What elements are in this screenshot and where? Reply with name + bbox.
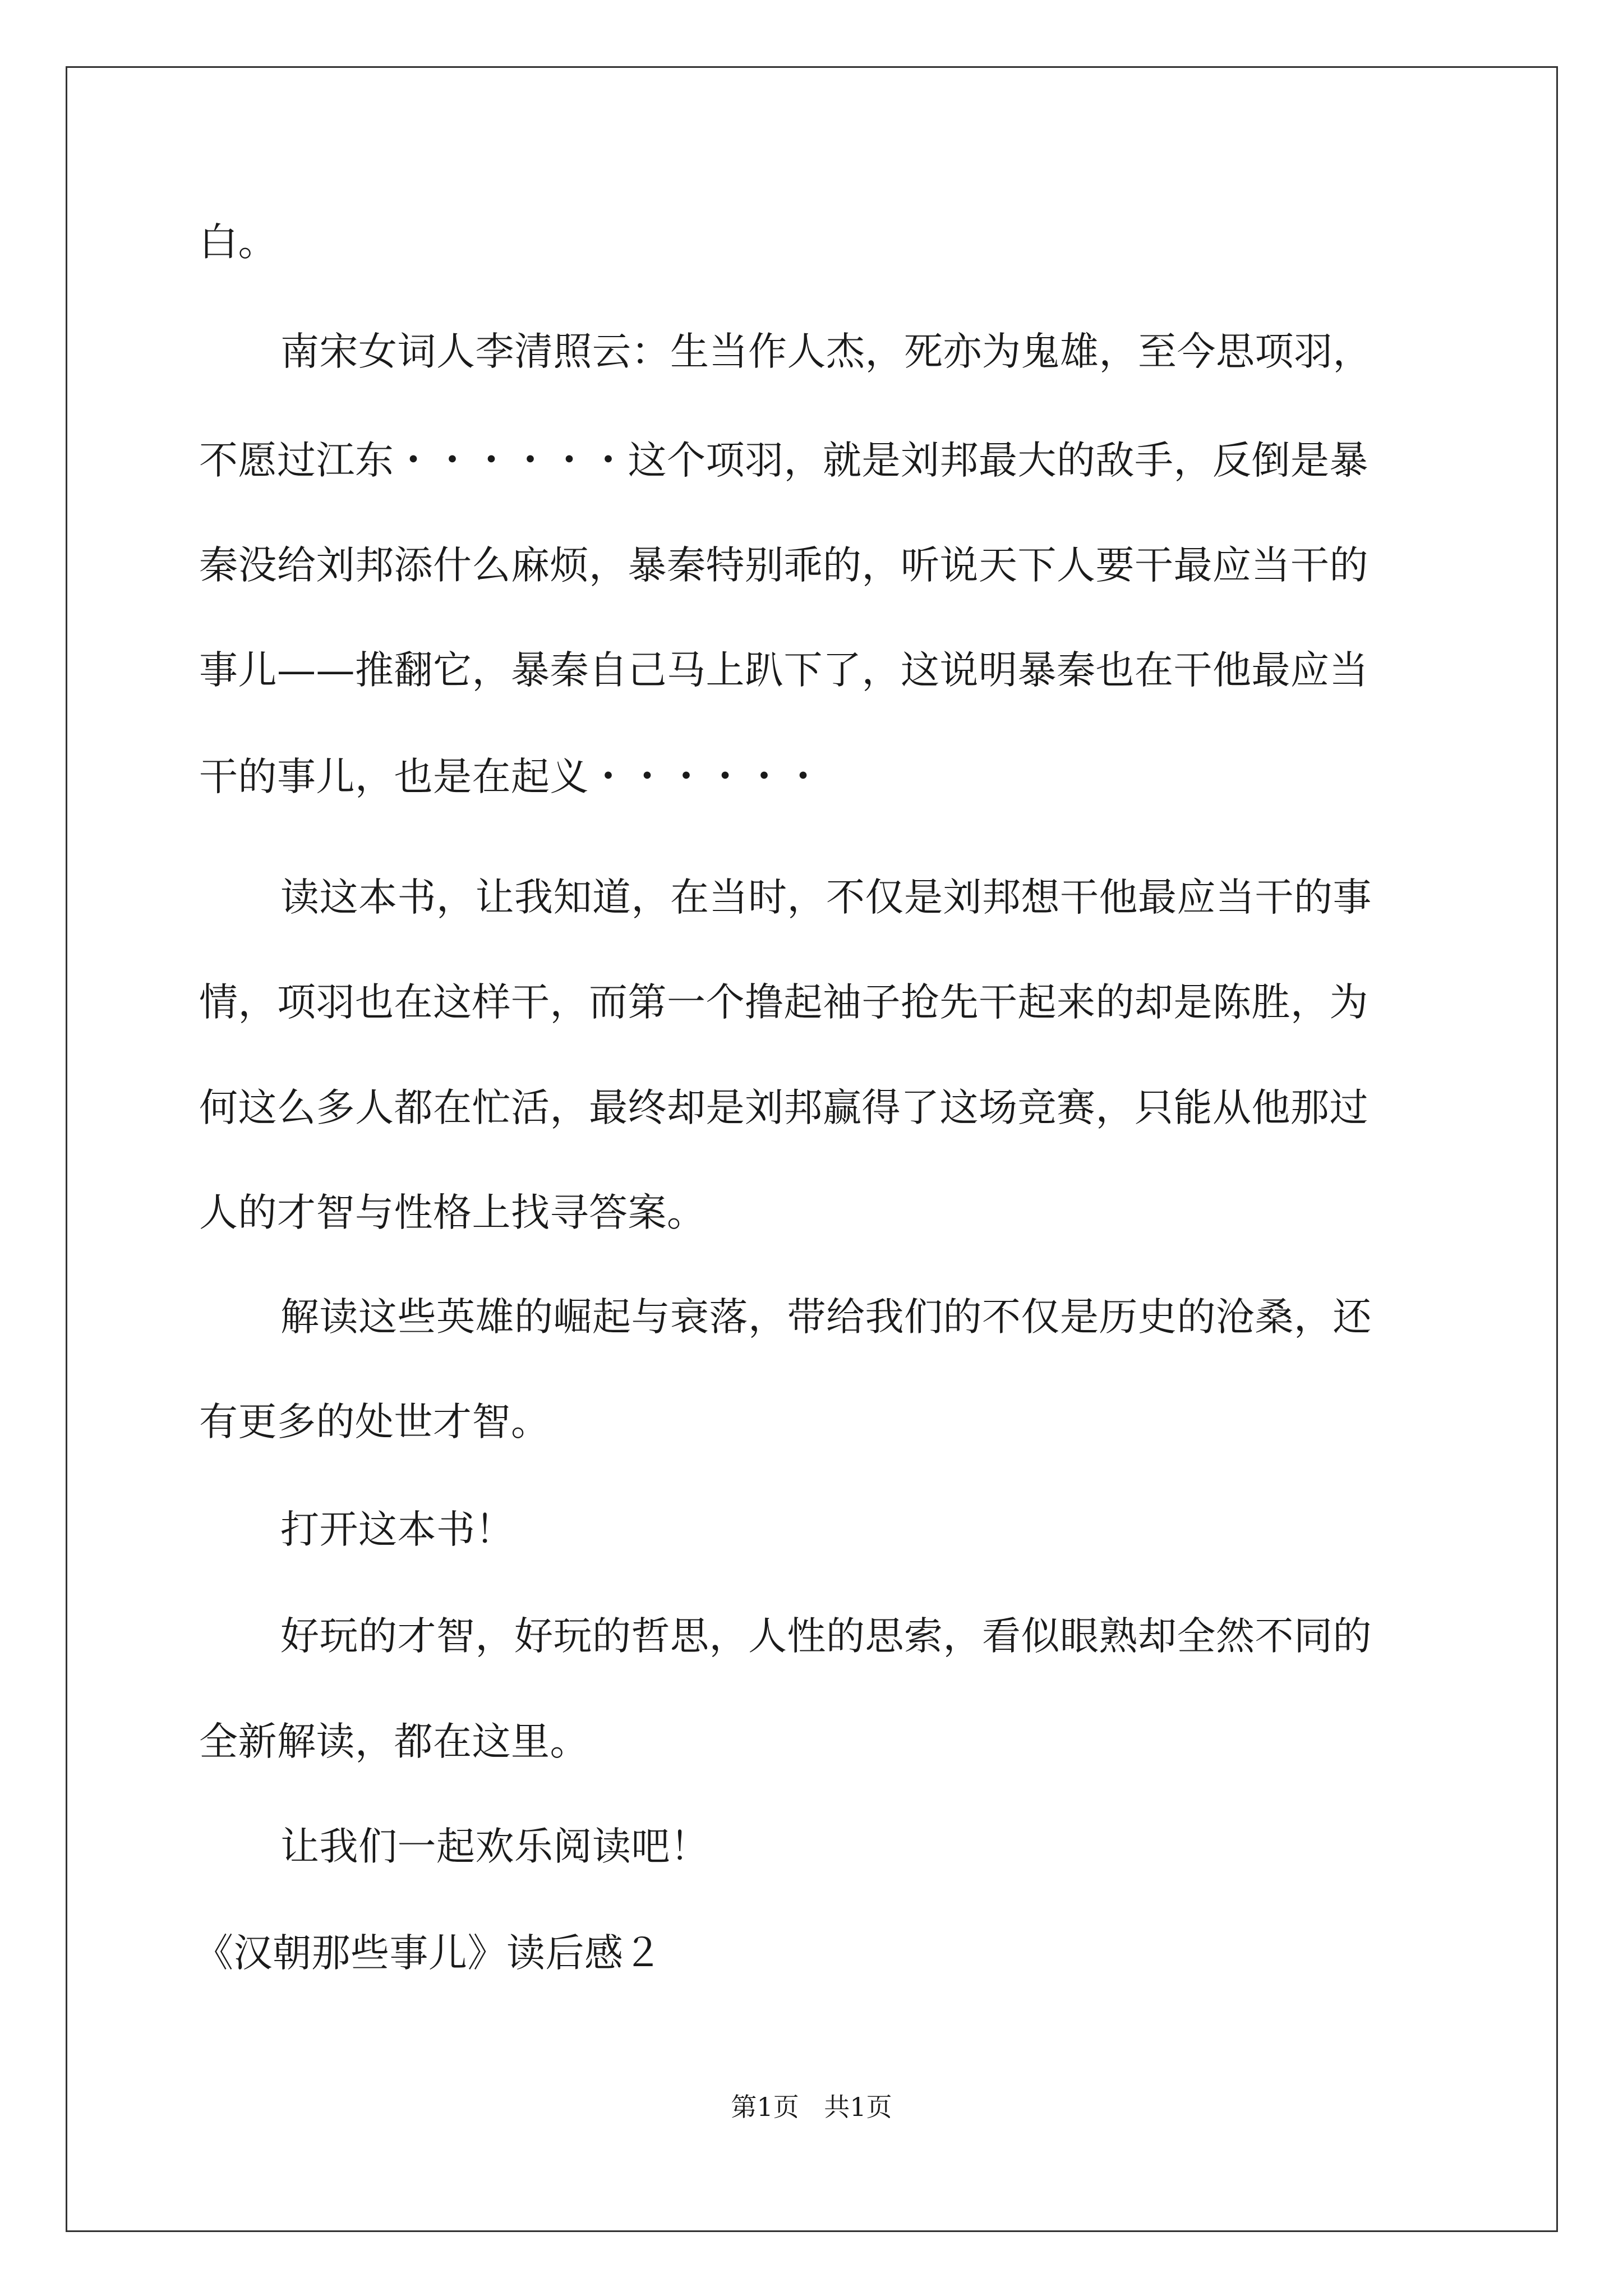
- section-title: 《汉朝那些事儿》读后感２: [195, 1931, 662, 1976]
- text-line: 人的才智与性格上找寻答案。: [199, 1190, 706, 1235]
- page-border: [66, 66, 1558, 2232]
- text-line: 事儿——推翻它，暴秦自己马上趴下了，这说明暴秦也在干他最应当: [199, 648, 1368, 693]
- paragraph-start: 让我们一起欢乐阅读吧！: [280, 1824, 709, 1869]
- text-line: 秦没给刘邦添什么麻烦，暴秦特别乖的，听说天下人要干最应当干的: [199, 543, 1368, 588]
- paragraph-start: 打开这本书！: [280, 1507, 514, 1552]
- text-line: 情，项羽也在这样干，而第一个撸起袖子抢先干起来的却是陈胜，为: [199, 980, 1368, 1025]
- text-line: 有更多的处世才智。: [199, 1400, 550, 1444]
- text-line: 何这么多人都在忙活，最终却是刘邦赢得了这场竞赛，只能从他那过: [199, 1085, 1368, 1130]
- page-number: 第1页 共1页: [731, 2092, 892, 2122]
- text-line: 白。: [199, 220, 277, 265]
- text-line: 干的事儿，也是在起义・・・・・・: [199, 754, 823, 799]
- text-line: 全新解读，都在这里。: [199, 1719, 589, 1764]
- paragraph-start: 南宋女词人李清照云：生当作人杰，死亦为鬼雄，至今思项羽，: [280, 329, 1372, 374]
- paragraph-start: 读这本书，让我知道，在当时，不仅是刘邦想干他最应当干的事: [280, 875, 1372, 920]
- text-line: 不愿过江东・・・・・・这个项羽，就是刘邦最大的敌手，反倒是暴: [199, 438, 1368, 483]
- paragraph-start: 好玩的才智，好玩的哲思，人性的思索，看似眼熟却全然不同的: [280, 1614, 1372, 1659]
- paragraph-start: 解读这些英雄的崛起与衰落，带给我们的不仅是历史的沧桑，还: [280, 1295, 1372, 1340]
